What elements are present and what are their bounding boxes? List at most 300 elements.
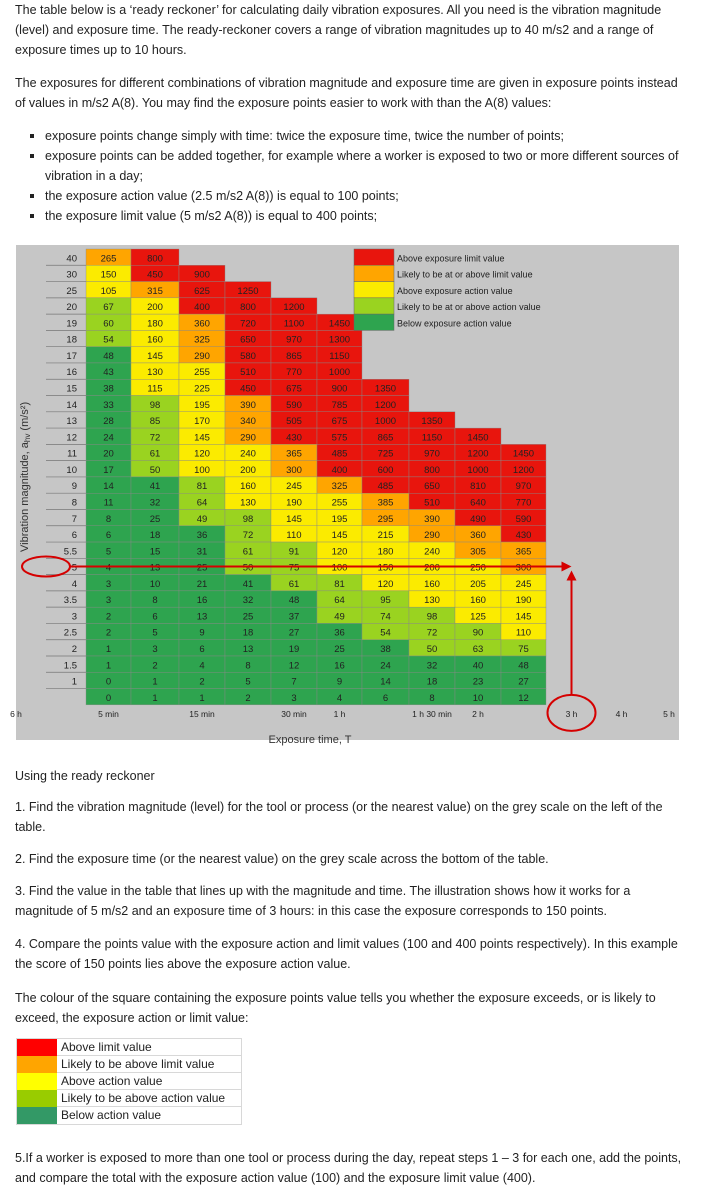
- exposure-value: 255: [331, 497, 348, 509]
- exposure-value: 31: [196, 546, 208, 558]
- ready-reckoner-figure: [10, 245, 679, 746]
- magnitude-label: 3.5: [63, 595, 77, 607]
- exposure-value: 67: [103, 302, 114, 314]
- exposure-value: 38: [380, 644, 391, 655]
- exposure-value: 1200: [283, 302, 305, 314]
- exposure-value: 4: [199, 660, 205, 672]
- exposure-value: 785: [331, 399, 348, 411]
- key-label: Below action value: [61, 1108, 162, 1122]
- exposure-value: 580: [240, 350, 256, 362]
- time-label: 1 h 30 min: [412, 708, 452, 719]
- exposure-value: 25: [242, 611, 254, 623]
- exposure-value: 365: [286, 448, 302, 460]
- bullet-item: exposure points change simply with time: twice the exposure time, twice the number of points;: [30, 126, 690, 146]
- exposure-value: 145: [331, 530, 348, 542]
- exposure-value: 18: [426, 676, 438, 688]
- magnitude-label: 11: [67, 448, 77, 460]
- exposure-value: 1200: [467, 448, 489, 460]
- exposure-value: 1: [105, 660, 112, 672]
- exposure-points-list: [30, 126, 690, 226]
- intro-paragraph-1: The table below is a ‘ready reckoner’ for calculating daily vibration exposures. All you need is the vibration magnitude (level) and exposure time. The ready-reckoner covers a range of vibration magnitudes up to 40 m/s2 and a range of exposure times up to 10 hours.: [15, 3, 662, 57]
- key-label: Likely to be above limit value: [57, 1056, 241, 1073]
- exposure-value: 105: [100, 285, 117, 297]
- exposure-value: 48: [518, 660, 529, 672]
- exposure-value: 2: [245, 692, 251, 704]
- exposure-value: 970: [286, 334, 302, 346]
- exposure-value: 600: [377, 464, 394, 476]
- magnitude-label: 18: [66, 334, 77, 346]
- exposure-value: 800: [424, 464, 440, 476]
- magnitude-label: 15: [66, 383, 77, 395]
- exposure-value: 180: [377, 546, 394, 558]
- exposure-value: 1450: [512, 448, 535, 460]
- exposure-value: 2: [199, 676, 205, 688]
- x-axis-label: Exposure time, T: [268, 733, 352, 746]
- exposure-value: 32: [426, 660, 438, 672]
- steps-heading: Using the ready reckoner: [15, 769, 155, 783]
- exposure-value: 1000: [374, 416, 397, 428]
- magnitude-label: 5.5: [63, 546, 77, 558]
- exposure-value: 12: [518, 692, 529, 704]
- step-4: 4. Compare the points value with the exposure action and limit values (100 and 400 points respectively). In this example the score of 150 points lies above the exposure action value.: [15, 937, 678, 971]
- magnitude-label: 25: [66, 285, 77, 297]
- magnitude-label: 30: [66, 269, 77, 281]
- magnitude-label: 9: [71, 481, 77, 493]
- exposure-value: 23: [472, 676, 484, 688]
- exposure-value: 290: [240, 432, 256, 444]
- exposure-value: 195: [194, 399, 210, 411]
- time-arrowhead: [567, 570, 577, 580]
- exposure-value: 255: [194, 367, 210, 379]
- exposure-value: 340: [240, 416, 256, 428]
- exposure-value: 19: [288, 644, 300, 655]
- magnitude-highlight: [22, 556, 70, 576]
- legend-swatch: [354, 249, 394, 265]
- exposure-value: 85: [149, 416, 161, 428]
- exposure-value: 48: [103, 350, 114, 362]
- exposure-value: 145: [147, 350, 163, 362]
- key-swatch: [17, 1056, 57, 1073]
- exposure-value: 95: [380, 595, 391, 607]
- exposure-value: 50: [426, 644, 438, 655]
- exposure-value: 490: [470, 513, 486, 525]
- magnitude-label: 2.5: [63, 627, 77, 639]
- exposure-value: 5: [245, 676, 251, 688]
- exposure-value: 21: [196, 578, 208, 590]
- exposure-value: 510: [424, 497, 440, 509]
- exposure-value: 190: [515, 595, 532, 607]
- time-label: 30 min: [281, 708, 307, 719]
- time-label: 5 min: [98, 708, 119, 719]
- magnitude-label: 40: [66, 253, 77, 265]
- exposure-value: 61: [288, 578, 300, 590]
- exposure-value: 1: [199, 692, 205, 704]
- exposure-value: 9: [336, 676, 343, 688]
- exposure-value: 365: [515, 546, 532, 558]
- exposure-value: 290: [424, 530, 440, 542]
- exposure-value: 160: [240, 481, 256, 493]
- exposure-value: 1000: [467, 464, 489, 476]
- exposure-value: 16: [334, 660, 345, 672]
- exposure-value: 25: [149, 513, 161, 525]
- exposure-value: 7: [291, 676, 297, 688]
- exposure-value: 61: [242, 546, 254, 558]
- exposure-value: 160: [147, 334, 163, 346]
- exposure-value: 200: [147, 302, 163, 314]
- exposure-value: 245: [515, 578, 532, 590]
- exposure-value: 24: [103, 432, 114, 444]
- legend-swatch: [354, 298, 394, 314]
- exposure-value: 810: [470, 481, 486, 493]
- magnitude-label: 7: [71, 513, 77, 525]
- exposure-value: 20: [103, 448, 114, 460]
- exposure-value: 14: [380, 676, 391, 688]
- exposure-value: 75: [288, 562, 300, 574]
- exposure-value: 215: [377, 530, 394, 542]
- exposure-value: 5: [152, 627, 158, 639]
- exposure-value: 590: [515, 513, 532, 525]
- exposure-value: 18: [149, 530, 161, 542]
- exposure-value: 360: [194, 318, 210, 330]
- exposure-value: 295: [377, 513, 394, 525]
- exposure-value: 98: [426, 611, 438, 623]
- exposure-value: 900: [331, 383, 348, 395]
- exposure-value: 170: [194, 416, 210, 428]
- exposure-value: 325: [194, 334, 210, 346]
- exposure-value: 54: [380, 627, 391, 639]
- time-label: 15 min: [189, 708, 215, 719]
- exposure-value: 11: [103, 497, 114, 509]
- exposure-value: 13: [149, 562, 161, 574]
- exposure-value: 74: [380, 611, 391, 623]
- exposure-value: 4: [105, 562, 112, 574]
- exposure-value: 33: [103, 399, 114, 411]
- magnitude-label: 3: [71, 611, 77, 623]
- exposure-value: 900: [194, 269, 210, 281]
- exposure-value: 6: [382, 692, 389, 704]
- legend-swatch: [354, 265, 394, 281]
- exposure-value: 64: [196, 497, 208, 509]
- exposure-value: 25: [334, 644, 345, 655]
- exposure-value: 625: [194, 285, 210, 297]
- exposure-value: 27: [518, 676, 529, 688]
- legend-swatch: [354, 314, 394, 330]
- bullet-item: the exposure action value (2.5 m/s2 A(8)) is equal to 100 points;: [30, 186, 690, 206]
- exposure-value: 505: [286, 416, 302, 428]
- time-label: 4 h: [615, 708, 628, 719]
- exposure-value: 49: [196, 513, 208, 525]
- exposure-value: 800: [240, 302, 256, 314]
- exposure-value: 81: [196, 481, 208, 493]
- exposure-value: 160: [470, 595, 486, 607]
- bullet-item: exposure points can be added together, for example where a worker is exposed to two or more different sources of vibration in a day;: [30, 146, 690, 186]
- key-swatch: [17, 1039, 57, 1056]
- exposure-value: 41: [242, 578, 254, 590]
- exposure-value: 675: [331, 416, 348, 428]
- exposure-value: 100: [331, 562, 348, 574]
- exposure-value: 6: [152, 611, 158, 623]
- exposure-value: 63: [472, 644, 484, 655]
- exposure-value: 245: [286, 481, 302, 493]
- legend-label: Above exposure limit value: [397, 253, 505, 264]
- exposure-value: 3: [291, 692, 297, 704]
- exposure-value: 195: [331, 513, 348, 525]
- exposure-value: 13: [242, 644, 254, 655]
- exposure-value: 1: [152, 692, 158, 704]
- exposure-value: 9: [199, 627, 205, 639]
- exposure-value: 0: [105, 676, 112, 688]
- exposure-value: 2: [105, 627, 112, 639]
- legend-label: Likely to be at or above action value: [397, 302, 541, 313]
- key-row: [17, 1073, 241, 1090]
- exposure-value: 27: [288, 627, 300, 639]
- key-swatch: [17, 1073, 57, 1090]
- exposure-value: 190: [286, 497, 302, 509]
- exposure-value: 12: [288, 660, 300, 672]
- exposure-value: 72: [149, 432, 161, 444]
- exposure-value: 1150: [329, 350, 350, 362]
- exposure-value: 37: [288, 611, 300, 623]
- exposure-value: 315: [147, 285, 163, 297]
- exposure-value: 5: [105, 546, 112, 558]
- key-label: Likely to be above action value: [57, 1090, 241, 1107]
- exposure-value: 16: [196, 595, 208, 607]
- magnitude-label: 2: [71, 644, 77, 655]
- exposure-value: 100: [194, 464, 210, 476]
- exposure-value: 650: [240, 334, 256, 346]
- exposure-value: 1: [152, 676, 158, 688]
- legend-swatch: [354, 282, 394, 298]
- magnitude-label: 8: [71, 497, 77, 509]
- exposure-value: 150: [377, 562, 394, 574]
- exposure-value: 2: [105, 611, 112, 623]
- exposure-value: 28: [103, 416, 114, 428]
- exposure-value: 390: [240, 399, 256, 411]
- exposure-value: 36: [334, 627, 345, 639]
- exposure-value: 130: [424, 595, 440, 607]
- exposure-value: 205: [470, 578, 486, 590]
- exposure-value: 125: [470, 611, 486, 623]
- colour-explanation: The colour of the square containing the exposure points value tells you whether the exposure exceeds, or is likely to exceed, the exposure action or limit value:: [15, 991, 656, 1025]
- exposure-value: 390: [424, 513, 440, 525]
- exposure-value: 4: [336, 692, 343, 704]
- magnitude-label: 14: [66, 399, 77, 411]
- exposure-value: 50: [242, 562, 254, 574]
- exposure-value: 17: [103, 464, 114, 476]
- exposure-value: 510: [240, 367, 256, 379]
- exposure-value: 10: [149, 578, 161, 590]
- exposure-value: 72: [426, 627, 438, 639]
- time-label: 3 h: [565, 708, 578, 719]
- exposure-value: 110: [286, 530, 302, 542]
- magnitude-label: 6: [71, 530, 77, 542]
- exposure-value: 1350: [374, 383, 397, 395]
- exposure-value: 130: [147, 367, 163, 379]
- exposure-value: 49: [334, 611, 345, 623]
- exposure-value: 290: [194, 350, 210, 362]
- magnitude-label: 5: [71, 562, 77, 574]
- exposure-value: 25: [196, 562, 208, 574]
- exposure-value: 98: [149, 399, 161, 411]
- exposure-value: 145: [515, 611, 532, 623]
- legend-label: Below exposure action value: [397, 318, 512, 329]
- step-2: 2. Find the exposure time (or the nearest value) on the grey scale across the bottom of the table.: [15, 852, 549, 866]
- exposure-value: 41: [149, 481, 161, 493]
- exposure-value: 6: [199, 644, 205, 655]
- exposure-value: 865: [286, 350, 302, 362]
- exposure-value: 8: [105, 513, 112, 525]
- step-5: 5.If a worker is exposed to more than one tool or process during the day, repeat steps 1 – 3 for each one, add the points, and compare the total with the exposure action value (100) and the exposure limit value (400).: [15, 1151, 682, 1185]
- key-row: [17, 1056, 241, 1073]
- exposure-value: 61: [149, 448, 161, 460]
- exposure-value: 400: [331, 464, 348, 476]
- exposure-value: 1300: [328, 334, 351, 346]
- exposure-value: 1000: [328, 367, 351, 379]
- exposure-value: 32: [242, 595, 254, 607]
- exposure-value: 1100: [283, 318, 305, 330]
- exposure-value: 145: [286, 513, 302, 525]
- exposure-value: 32: [149, 497, 161, 509]
- magnitude-label: 17: [66, 350, 77, 362]
- exposure-value: 865: [377, 432, 394, 444]
- exposure-value: 115: [147, 383, 163, 395]
- magnitude-label: 12: [66, 432, 77, 444]
- exposure-value: 225: [194, 383, 210, 395]
- exposure-value: 675: [286, 383, 302, 395]
- exposure-value: 640: [470, 497, 486, 509]
- key-label: Above limit value: [57, 1039, 241, 1056]
- exposure-value: 6: [105, 530, 112, 542]
- exposure-value: 54: [103, 334, 114, 346]
- key-label: Above action value: [57, 1073, 241, 1090]
- exposure-value: 8: [245, 660, 251, 672]
- exposure-value: 60: [103, 318, 114, 330]
- magnitude-label: 13: [66, 416, 77, 428]
- exposure-value: 18: [242, 627, 254, 639]
- exposure-value: 3: [152, 644, 158, 655]
- exposure-value: 400: [194, 302, 210, 314]
- exposure-value: 240: [240, 448, 256, 460]
- magnitude-label: 19: [66, 318, 77, 330]
- exposure-value: 180: [147, 318, 163, 330]
- exposure-value: 75: [518, 644, 529, 655]
- exposure-value: 2: [152, 660, 158, 672]
- exposure-value: 485: [377, 481, 394, 493]
- time-label: 6 h: [10, 708, 22, 719]
- exposure-value: 800: [147, 253, 163, 265]
- exposure-value: 725: [377, 448, 394, 460]
- step-3: 3. Find the value in the table that lines up with the magnitude and time. The illustration shows how it works for a magnitude of 5 m/s2 and an exposure time of 3 hours: in this case the exposure corresponds to 150 points.: [15, 884, 631, 918]
- exposure-value: 1350: [421, 416, 443, 428]
- exposure-value: 3: [105, 578, 112, 590]
- exposure-value: 1250: [237, 285, 259, 297]
- exposure-value: 300: [286, 464, 302, 476]
- exposure-value: 15: [149, 546, 161, 558]
- exposure-value: 1450: [467, 432, 489, 444]
- key-swatch: [17, 1107, 57, 1124]
- exposure-value: 72: [242, 530, 254, 542]
- magnitude-label: 16: [66, 367, 77, 379]
- exposure-value: 360: [470, 530, 486, 542]
- exposure-value: 43: [103, 367, 114, 379]
- exposure-value: 8: [429, 692, 435, 704]
- exposure-value: 40: [472, 660, 484, 672]
- exposure-value: 720: [240, 318, 256, 330]
- magnitude-label: 4: [71, 578, 77, 590]
- exposure-value: 485: [331, 448, 348, 460]
- key-row: [17, 1107, 241, 1124]
- exposure-value: 150: [100, 269, 117, 281]
- exposure-value: 770: [515, 497, 532, 509]
- time-label: 1 h: [333, 708, 346, 719]
- exposure-value: 430: [515, 530, 532, 542]
- step-1: 1. Find the vibration magnitude (level) for the tool or process (or the nearest value) on the grey scale on the left of the table.: [15, 800, 663, 834]
- intro-paragraph-2: The exposures for different combinations of vibration magnitude and exposure time are given in exposure points instead of values in m/s2 A(8). You may find the exposure points easier to work with than the A(8) values:: [15, 76, 678, 110]
- exposure-value: 575: [331, 432, 348, 444]
- exposure-value: 430: [286, 432, 302, 444]
- exposure-value: 81: [334, 578, 345, 590]
- exposure-value: 590: [286, 399, 302, 411]
- exposure-value: 38: [103, 383, 114, 395]
- exposure-value: 110: [515, 627, 532, 639]
- magnitude-label: 1: [71, 676, 77, 688]
- exposure-value: 385: [377, 497, 394, 509]
- key-swatch: [17, 1090, 57, 1107]
- exposure-value: 36: [196, 530, 208, 542]
- exposure-value: 770: [286, 367, 302, 379]
- bullet-item: the exposure limit value (5 m/s2 A(8)) is equal to 400 points;: [30, 206, 690, 226]
- legend-label: Above exposure action value: [397, 285, 513, 296]
- exposure-value: 0: [105, 692, 112, 704]
- exposure-value: 240: [424, 546, 440, 558]
- exposure-value: 1: [105, 644, 112, 655]
- key-row: [17, 1090, 241, 1107]
- exposure-value: 90: [472, 627, 484, 639]
- exposure-value: 970: [515, 481, 532, 493]
- exposure-value: 13: [196, 611, 208, 623]
- time-label: 2 h: [472, 708, 484, 719]
- legend-label: Likely to be at or above limit value: [397, 269, 533, 280]
- magnitude-arrowhead: [562, 561, 572, 571]
- exposure-value: 1150: [421, 432, 443, 444]
- time-label: 5 h: [663, 708, 675, 719]
- exposure-value: 130: [240, 497, 256, 509]
- exposure-value: 91: [288, 546, 300, 558]
- exposure-value: 120: [377, 578, 394, 590]
- exposure-value: 265: [100, 253, 117, 265]
- exposure-value: 1200: [512, 464, 535, 476]
- exposure-value: 1450: [328, 318, 351, 330]
- exposure-value: 3: [105, 595, 112, 607]
- exposure-value: 970: [424, 448, 440, 460]
- exposure-value: 450: [240, 383, 256, 395]
- exposure-value: 325: [331, 481, 348, 493]
- exposure-value: 650: [424, 481, 440, 493]
- colour-key: [16, 1038, 242, 1125]
- exposure-value: 14: [103, 481, 114, 493]
- exposure-value: 8: [152, 595, 158, 607]
- exposure-value: 300: [515, 562, 532, 574]
- key-row: [17, 1039, 241, 1056]
- exposure-value: 250: [470, 562, 486, 574]
- exposure-value: 160: [424, 578, 440, 590]
- magnitude-label: 10: [66, 464, 77, 476]
- exposure-value: 200: [240, 464, 256, 476]
- exposure-value: 145: [194, 432, 210, 444]
- exposure-value: 200: [424, 562, 440, 574]
- exposure-value: 98: [242, 513, 254, 525]
- exposure-value: 50: [149, 464, 161, 476]
